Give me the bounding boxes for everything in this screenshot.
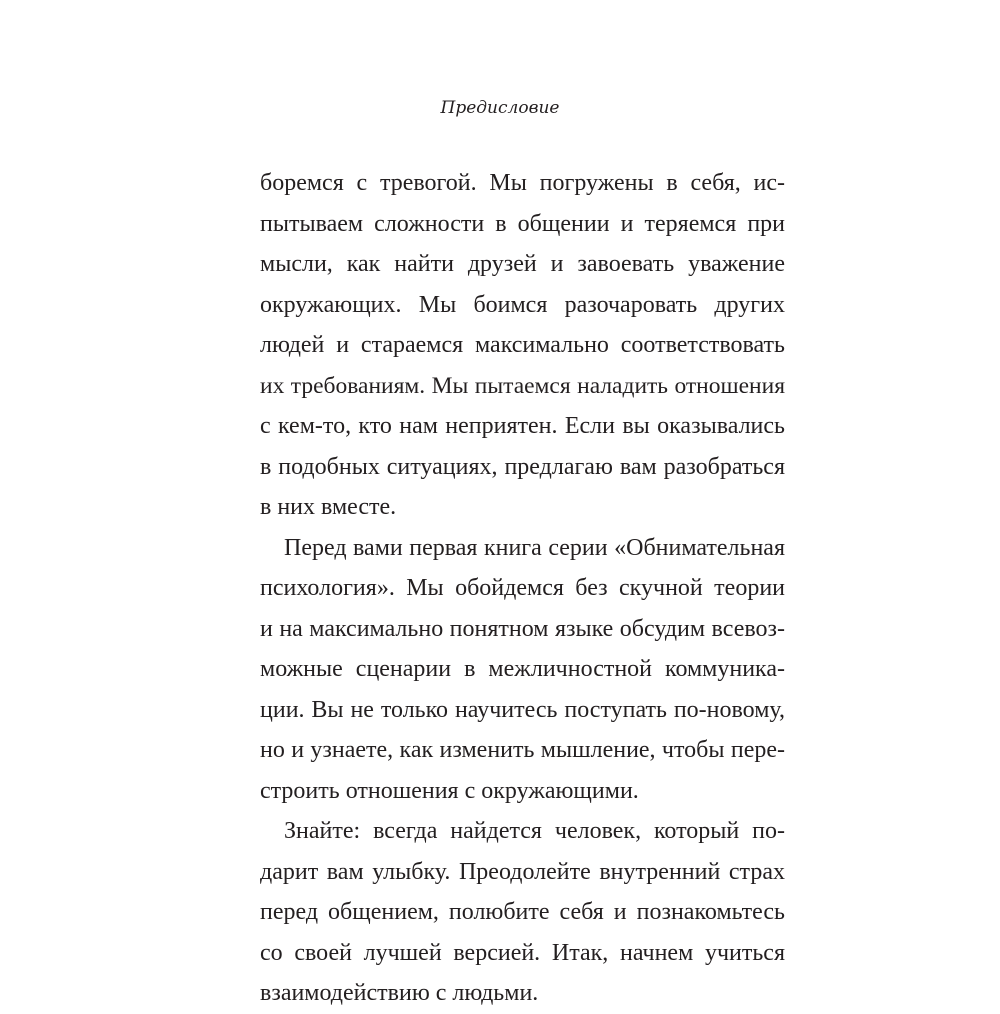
text-line: боремся с тревогой. Мы погружены в себя, ис- <box>260 170 785 196</box>
text-line: строить отношения с окружающими. <box>260 777 639 804</box>
text-line: Перед вами первая книга серии «Обнимательная <box>284 534 785 561</box>
text-line: людей и стараемся максимально соответствовать <box>260 332 785 358</box>
text-line: мысли, как найти друзей и завоевать уважение <box>260 251 785 277</box>
text-line: ции. Вы не только научитесь поступать по-новому, <box>260 696 785 723</box>
text-line: дарит вам улыбку. Преодолейте внутренний страх <box>260 858 785 885</box>
text-line: взаимодействию с людьми. <box>260 980 539 1006</box>
text-line: но и узнаете, как изменить мышление, чтобы пере- <box>260 737 785 763</box>
text-line: со своей лучшей версией. Итак, начнем учиться <box>260 939 785 966</box>
text-line: психология». Мы обойдемся без скучной теории <box>260 575 785 601</box>
text-line: можные сценарии в межличностной коммуника- <box>260 656 785 682</box>
paragraph-3 <box>260 811 785 1014</box>
text-line: их требованиям. Мы пытаемся наладить отношения <box>260 372 785 399</box>
text-line: в подобных ситуациях, предлагаю вам разобраться <box>260 453 785 480</box>
text-line: пытываем сложности в общении и теряемся при <box>260 210 785 237</box>
text-line: перед общением, полюбите себя и познакомьтесь <box>260 899 785 925</box>
running-head-title: Предисловие <box>440 98 560 118</box>
text-line: и на максимально понятном языке обсудим всевоз- <box>260 615 785 642</box>
text-line: с кем-то, кто нам неприятен. Если вы оказывались <box>260 413 785 439</box>
text-line: Знайте: всегда найдется человек, который по- <box>284 818 785 844</box>
text-line: в них вместе. <box>260 494 397 520</box>
paragraph-1 <box>260 163 785 528</box>
body-text <box>260 163 785 1014</box>
text-line: окружающих. Мы боимся разочаровать других <box>260 291 785 318</box>
paragraph-2 <box>260 528 785 812</box>
